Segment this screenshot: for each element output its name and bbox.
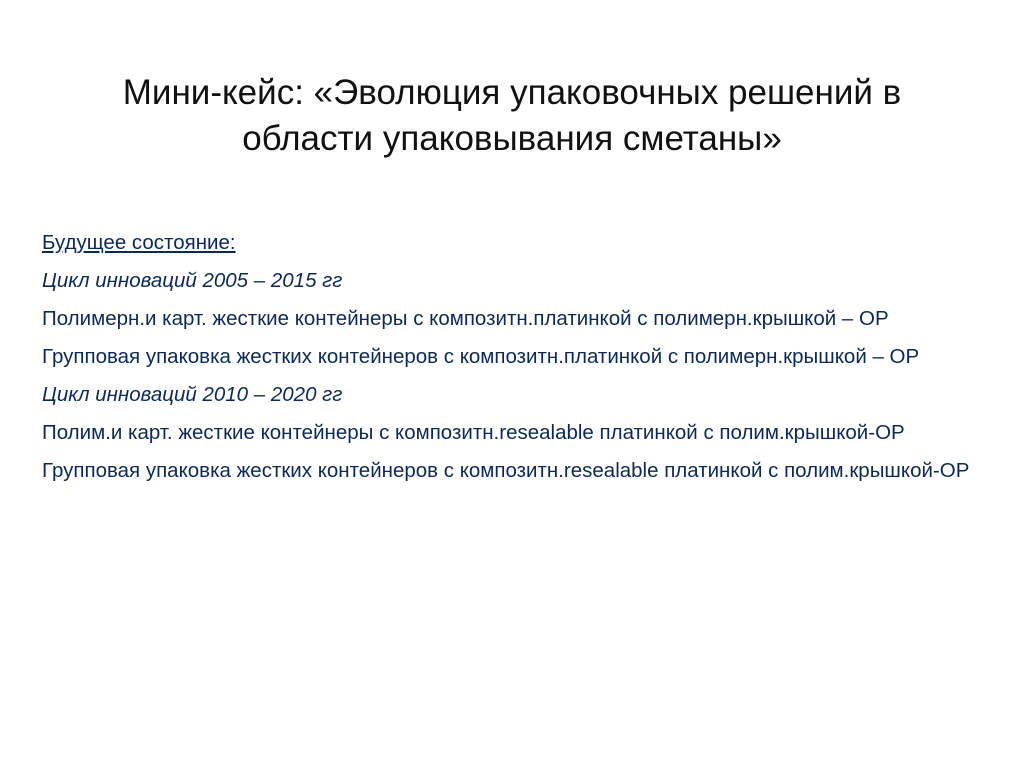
innovation-cycle-2010-2020: Цикл инноваций 2010 – 2020 гг <box>42 383 343 406</box>
future-state-heading: Будущее состояние: <box>42 231 236 254</box>
innovation-cycle-2005-2015: Цикл инноваций 2005 – 2015 гг <box>42 269 343 292</box>
bullet-paragraph: Полимерн.и карт. жесткие контейнеры с композитн.платинкой с полимерн.крышкой – ОР <box>42 307 889 330</box>
bullet-paragraph: Групповая упаковка жестких контейнеров с композитн.resealable платинкой с полим.крышкой-ОР <box>42 459 970 482</box>
slide-title: Мини-кейс: «Эволюция упаковочных решений в области упаковывания сметаны» <box>122 73 902 158</box>
bullet-paragraph: Групповая упаковка жестких контейнеров с композитн.платинкой с полимерн.крышкой – ОР <box>42 345 920 368</box>
bullet-paragraph: Полим.и карт. жесткие контейнеры с композитн.resealable платинкой с полим.крышкой-ОР <box>42 421 905 444</box>
slide-body <box>42 228 982 494</box>
